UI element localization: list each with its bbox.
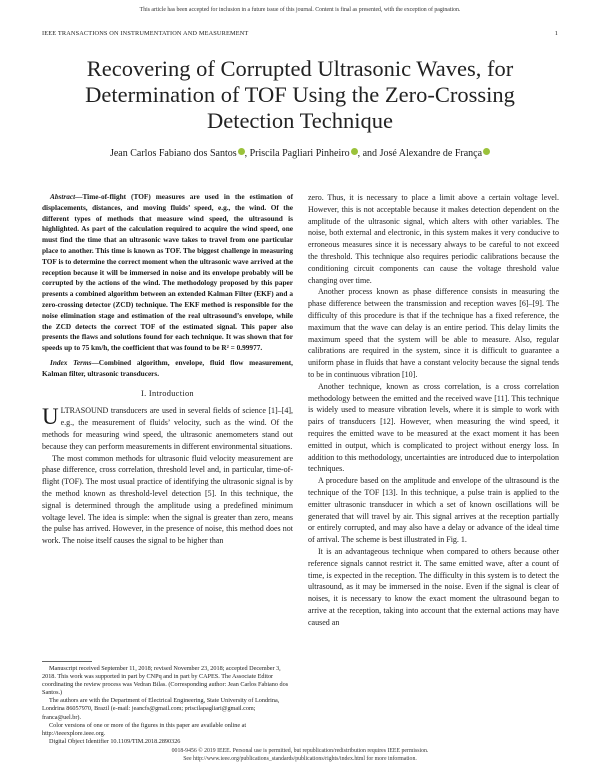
footnote: The authors are with the Department of Electrical Engineering, State University of Londrina, Londrina 86057970, Brazil (e-mail: jeancfs@gmail.com; priscilapagliari@gmail.com; franca@uel.br).: [42, 697, 280, 721]
index-terms-label: Index Terms: [50, 357, 92, 367]
page-number: 1: [554, 30, 558, 37]
paragraph-text: LTRASOUND transducers are used in several fields of science [1]–[4], e.g., the measurement of fluids’ velocity, such as the wind. Of the methods for measuring wind speed, the ultrasonic anemometers stand out because they can perform measurements in different environmental situations.: [42, 406, 293, 451]
drop-cap: U: [42, 404, 59, 430]
author-separator: , and: [357, 148, 380, 159]
copyright-line: 0018-9456 © 2019 IEEE. Personal use is permitted, but republication/redistribution requires IEEE permission.: [171, 748, 429, 754]
index-terms-text: —Combined algorithm, envelope, fluid flow measurement, Kalman filter, ultrasonic transducers.: [42, 357, 294, 378]
section-heading: I. Introduction: [141, 388, 194, 398]
abstract-text: —Time-of-flight (TOF) measures are used in the estimation of displacements, distances, and moving fluids’ speed, e.g., the wind. Of the different types of methods that measure wind speed, the ultrasound is highlighted. As part of the calculation required to acquire the wind speed, one must find the time that an ultrasonic wave takes to travel from one particular place to another. This time is known as TOF. The biggest challenge in measuring TOF is to determine the correct moment when the ultrasonic wave arrived at the reception because it will be immersed in noise and its envelope probably will be corrupted by the actions of the wind. The methodology proposed by this paper presents a combined algorithm between an extended Kalman Filter (EKF) and a zero-crossing detector (ZCD) technique. The EKF method is responsible for the noise elimination stage and estimation of the real ultrasound’s envelope, while the ZCD detects the correct TOF of the estimated signal. This paper also presents the flaws and solutions found for each technique. It was shown that for speeds up to 75 km/h, the coefficient that was found to be R² = 0.99977.: [42, 192, 293, 353]
abstract: [42, 192, 293, 354]
body-paragraph: It is an advantageous technique when compared to others because other reference signals cannot restrict it. The same emitted wave, after a count of time, is expected in the reception. The difficulty in this system is to detect the ultrasound, as it may be immersed in the noise. Even if the signal is clear of noises, it is necessary to know the exact moment the ultrasound began to arrive at the reception, taking into account that the external actions may have caused an: [308, 546, 559, 627]
orcid-icon[interactable]: [483, 148, 490, 155]
body-paragraph: [42, 405, 293, 452]
journal-name: IEEE TRANSACTIONS ON INSTRUMENTATION AND MEASUREMENT: [42, 30, 249, 37]
orcid-icon[interactable]: [351, 148, 358, 155]
body-paragraph: zero. Thus, it is necessary to place a limit above a certain voltage level. However, this is not acceptable because it makes detection dependent on the amplitude of the ultrasonic signal, which alters with other variables. The noise, both external and electronic, in this system makes it very conducive to erroneous measures since it is necessary always to be careful to not exceed the threshold. This technique also requires periodic calibrations because the conditioning circuit components can cause the voltage threshold value changing over time.: [308, 193, 559, 285]
paper-title: Recovering of Corrupted Ultrasonic Waves, for Determination of TOF Using the Zero-Crossing Detection Technique: [85, 56, 515, 133]
rights-link[interactable]: See http://www.ieee.org/publications_standards/publications/rights/index.html for more information.: [183, 756, 417, 762]
footnote: Color versions of one or more of the figures in this paper are available online at http://ieeexplore.ieee.org.: [42, 721, 247, 737]
footnotes: [42, 665, 293, 746]
footnote-divider: [42, 661, 92, 662]
author-name: Jean Carlos Fabiano dos Santos: [109, 148, 237, 159]
author-separator: ,: [244, 148, 250, 159]
orcid-icon[interactable]: [238, 148, 245, 155]
acceptance-notice: This article has been accepted for inclusion in a future issue of this journal. Content is final as presented, with the exception of pagination.: [139, 7, 461, 13]
right-column: [308, 192, 559, 628]
index-terms: [42, 358, 293, 380]
footnote: Digital Object Identifier 10.1109/TIM.2018.2890326: [49, 737, 181, 745]
left-column: [42, 192, 293, 547]
body-paragraph: Another technique, known as cross correlation, is a cross correlation methodology between the emitted and the received wave [11]. This technique is widely used to measure vibration levels, where it is simple to work with pairs of transducers [12]. However, when measuring the wind speed, it requires the emitted wave to be measured at the exact moment it has been emitted in output, which is complicated to project without energy loss. In addition to this methodology, uncertainties are introduced due to interpolation techniques.: [308, 381, 559, 474]
body-paragraph: The most common methods for ultrasonic fluid velocity measurement are phase difference, cross correlation, threshold level and, in particular, time-of-flight (TOF). The most usual practice of identifying the ultrasonic signal is by the method known as threshold-level detection [5]. In this technique, the signal is determined through the amplitude using a predefined minimum voltage level. The idea is simple: when the signal is greater than zero, means the pulse has arrived. However, in the presence of noise, this method does not work. The noise itself causes the signal to be higher than: [42, 453, 293, 546]
footnote: Manuscript received September 11, 2018; revised November 23, 2018; accepted December 3, 2018. This work was supported in part by CNPq and in part by CAPES. The Associate Editor coordinating the review process was Vedran Bilas. (Corresponding author: Jean Carlos Fabiano dos Santos.): [42, 665, 289, 697]
author-name: José Alexandre de França: [379, 148, 483, 159]
running-head: [42, 30, 558, 40]
body-paragraph: Another process known as phase difference consists in measuring the phase difference between the transmission and reception waves [6]–[9]. The difficulty of this procedure is that if the technique has a fixed reference, the maximum that the wave can delay is an entire period. This delay limits the maximum speed that the system will be able to measure. Also, regular calibrations are required in the system, since it is difficult to guarantee a uniform phase in fluids that have a constant velocity because the signal tends to be in continuous vibration [10].: [308, 287, 559, 379]
copyright-notice: [0, 747, 600, 763]
author-name: Priscila Pagliari Pinheiro: [249, 148, 350, 159]
author-line: [40, 148, 560, 159]
body-paragraph: A procedure based on the amplitude and envelope of the ultrasound is the technique of the TOF [13]. In this technique, a pulse train is applied to the emitter ultrasonic transducer in which a set of known oscillations will be generated that will travel by air. This signal arrives at the reception partially or entirely corrupted, and may also have a delay or advance of the ideal time of arrival. The scheme is best illustrated in Fig. 1.: [308, 476, 559, 545]
abstract-label: Abstract: [50, 192, 76, 201]
